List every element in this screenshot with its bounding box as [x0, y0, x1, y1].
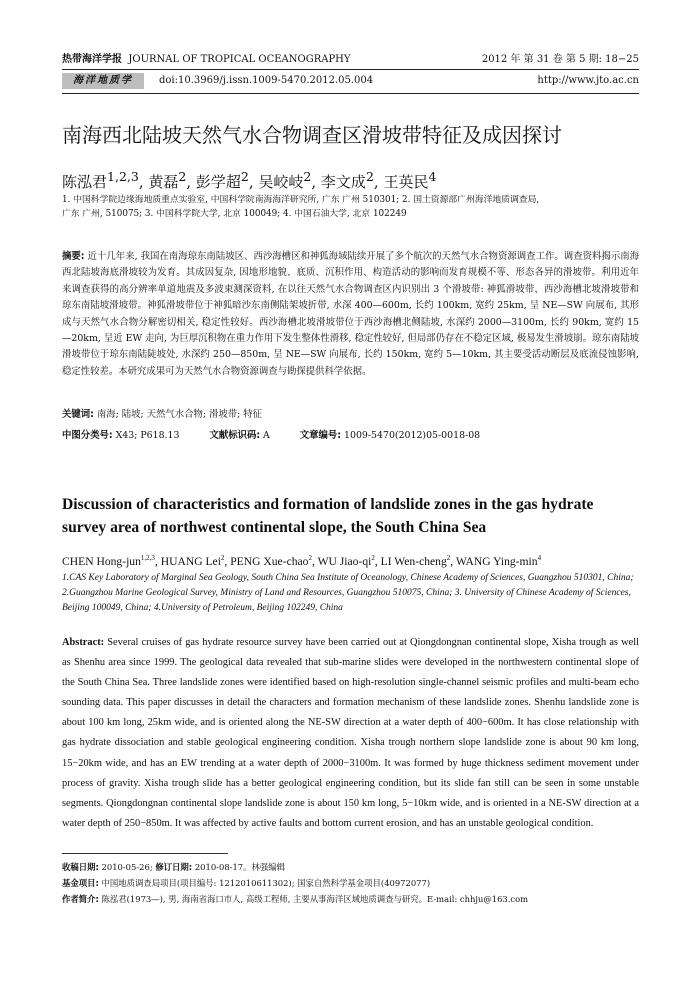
article-no-label: 文章编号:: [299, 430, 342, 441]
author-name-en: PENG Xue-chao: [230, 554, 309, 568]
author-bio-label: 作者简介:: [62, 894, 99, 904]
footnote-funding: [62, 875, 639, 891]
section-seal: 海洋地质学: [62, 73, 144, 89]
journal-name-en: JOURNAL OF TROPICAL OCEANOGRAPHY: [128, 54, 351, 65]
abstract-text-cn: 近十几年来, 我国在南海琼东南陆坡区、西沙海槽区和神狐海域陆续开展了多个航次的天然气水合物资源调查工作。调查资料揭示南海西北陆坡海底滑坡较为发育。其成因复杂, 因地形地貌、底质、沉积作用、构造活动的影响而发育规模不等、形态各异的滑坡带。利用近年来调查获得的高分辨率单道地震及多波束测深资料, 在以往天然气水合物调查区内识别出 3 个滑坡带: 神狐滑坡带、西沙海槽北坡滑坡带和琼东南陆坡滑坡带。神狐滑坡带位于神狐暗沙东南侧陆架坡折带, 水深 400—600m, 长约 100km, 宽约 25km, 呈 NE—SW 向展布, 其形成与天然气水合物分解密切相关, 稳定性较好。西沙海槽北坡滑坡带位于西沙海槽北侧陆坡, 水深约 2000—3100m, 长约 90km, 宽约 15—20km, 呈近 EW 走向, 为巨厚沉积物在重力作用下发生整体性滑移, 稳定性较好, 但局部仍存在不稳定区域, 极易发生滑坡崩。琼东南陆坡滑坡带位于琼东南陆陡坡处, 水深约 250—850m, 呈 NE—SW 向展布, 长约 150km, 宽约 5—10km, 其主要受活动断层及底流侵蚀影响, 稳定性较差。本研究成果可为天然气水合物资源调查与勘探提供科学依据。: [62, 251, 640, 377]
running-header: [62, 52, 639, 68]
abstract-cn: [62, 249, 639, 380]
issue-info: 2012 年 第 31 卷 第 5 期: 18−25: [481, 54, 639, 65]
doc-code-value: A: [263, 430, 270, 441]
author-name: 王英民: [383, 173, 429, 191]
affiliations-cn: [62, 193, 639, 221]
abstract-label-en: Abstract:: [62, 637, 105, 648]
author-affil-mark-en: 2: [308, 554, 312, 562]
author-name-en: WANG Ying-min: [455, 554, 538, 568]
author-list-cn: 陈泓君$^{1,2,3}$, 黄磊$^2$, 彭学超$^2$, 吴峧岐$^2$, 李文成$^2$, 王英民$^4$: [62, 169, 437, 191]
author-affil-mark-en: 2: [371, 554, 375, 562]
footnotes: [62, 859, 639, 907]
journal-name-cn: 热带海洋学报: [62, 54, 122, 65]
author-name-en: CHEN Hong-jun: [62, 554, 141, 568]
affiliation-line: 广东 广州, 510075; 3. 中国科学院大学, 北京 100049; 4. 中国石油大学, 北京 102249: [62, 209, 407, 219]
sub-header-rule: [62, 93, 639, 94]
author-name-en: LI Wen-cheng: [380, 554, 447, 568]
funding-label: 基金项目:: [62, 878, 99, 888]
author-affil-mark-en: 4: [537, 554, 542, 562]
author-name: 李文成: [320, 173, 366, 191]
revised-date: 2010-08-17。林强编辑: [194, 862, 286, 872]
article-no-value: 1009-5470(2012)05-0018-08: [344, 430, 481, 441]
author-name-en: HUANG Lei: [160, 554, 221, 568]
clc-value: X43; P618.13: [115, 430, 180, 441]
author-affil-mark: 4: [428, 169, 437, 184]
received-date: 2010-05-26;: [101, 862, 153, 872]
journal-name: [62, 52, 351, 68]
author-affil-mark-en: 2: [446, 554, 451, 562]
sub-header: [62, 71, 639, 91]
author-name: 彭学超: [195, 173, 241, 191]
author-affil-mark: 2: [365, 169, 374, 184]
abstract-label-cn: 摘要:: [62, 251, 85, 262]
author-affil-mark: 2: [178, 169, 187, 184]
author-name-en: WU Jiao-qi: [317, 554, 372, 568]
clc-label: 中图分类号:: [62, 430, 113, 441]
classification-line: [62, 428, 639, 444]
keywords-cn: [62, 407, 639, 423]
author-affil-mark: 2: [240, 169, 249, 184]
author-affil-mark-en: 1,2,3: [140, 554, 155, 562]
author-affil-mark: 2: [303, 169, 312, 184]
author-name: 黄磊: [148, 173, 179, 191]
author-name: 吴峧岐: [258, 173, 304, 191]
abstract-en: [62, 633, 639, 834]
received-label: 收稿日期:: [62, 862, 99, 872]
footnote-dates: [62, 859, 639, 875]
paper-title-cn: 南海西北陆坡天然气水合物调查区滑坡带特征及成因探讨: [62, 123, 562, 147]
author-list-en: CHEN Hong-jun$^{1,2,3}$, HUANG Lei$^2$, PENG Xue-chao$^2$, WU Jiao-$qi^2$, LI Wen-cheng$^2$, WANG Ying-$\min^4$: [62, 554, 542, 568]
affiliations-en: 1.CAS Key Laboratory of Marginal Sea Geology, South China Sea Institute of Oceanology, Chinese Academy of Sciences, Guangzhou 510301, China; 2.Guangzhou Marine Geological Survey, Ministry of Land and Resources, Guangzhou 510075, China; 3. University of Chinese Academy of Sciences, Beijing 100049, China; 4.University of Petroleum, Beijing 102249, China: [62, 573, 634, 613]
affiliation-line: 1. 中国科学院边缘海地质重点实验室, 中国科学院南海海洋研究所, 广东 广州 510301; 2. 国土资源部广州海洋地质调查局,: [62, 195, 540, 205]
abstract-text-en: Several cruises of gas hydrate resource survey have been carried out at Qiongdongnan continental slope, Xisha trough as well as Shenhu area since 1999. The geological data revealed that sub-marine slides were developed in the northwestern continental slope of the South China Sea. Three landslide zones were identified based on high-resolution single-channel seismic profiles and multi-beam echo sounding data. This paper discusses in detail the characters and formation mechanism of these landslide zones. Shenhu landslide zone is about 100 km long, 25km wide, and is oriented along the NE-SW direction at a water depth of 400−600m. It has close relationship with gas hydrate dissociation and stable geological engineering condition. Xisha trough northern slope landslide zone is about 90 km long, 15−20km wide, and has an EW trending at a water depth of 2000−3100m. It was formed by huge thickness sediment movement under process of gravity. Xisha trough slide has a better geological engineering condition, but its slide fan still can be seen in some unstable segments. Qiongdongnan continental slope landslide zone is about 150 km long, 5−10km wide, and is oriented in a NE-SW direction at a water depth of 250−850m. It was affected by active faults and bottom current erosion, and has an unstable geological condition.: [62, 637, 639, 829]
keywords-text: 南海; 陆坡; 天然气水合物; 滑坡带; 特征: [96, 409, 263, 420]
author-name: 陈泓君: [62, 173, 108, 191]
author-affil-mark: 1,2,3: [107, 169, 139, 184]
doi: doi:10.3969/j.issn.1009-5470.2012.05.004: [159, 75, 374, 86]
author-affil-mark-en: 2: [220, 554, 225, 562]
revised-label: 修订日期:: [155, 862, 193, 872]
keywords-label: 关键词:: [62, 409, 94, 420]
footnote-author: [62, 891, 639, 907]
funding-text: 中国地质调查局项目(项目编号: 1212010611302); 国家自然科学基金项目(40972077): [101, 878, 431, 888]
doc-code-label: 文献标识码:: [209, 430, 261, 441]
journal-url[interactable]: http://www.jto.ac.cn: [537, 75, 639, 86]
header-rule: [62, 69, 639, 70]
author-bio-text: 陈泓君(1973—), 男, 海南省海口市人, 高级工程师, 主要从事海洋区域地质调查与研究。E-mail: chhju@163.com: [101, 894, 529, 904]
paper-title-en: Discussion of characteristics and formation of landslide zones in the gas hydrate survey area of northwest continental slope, the South China Sea: [62, 496, 594, 536]
footnote-rule: [62, 853, 228, 854]
